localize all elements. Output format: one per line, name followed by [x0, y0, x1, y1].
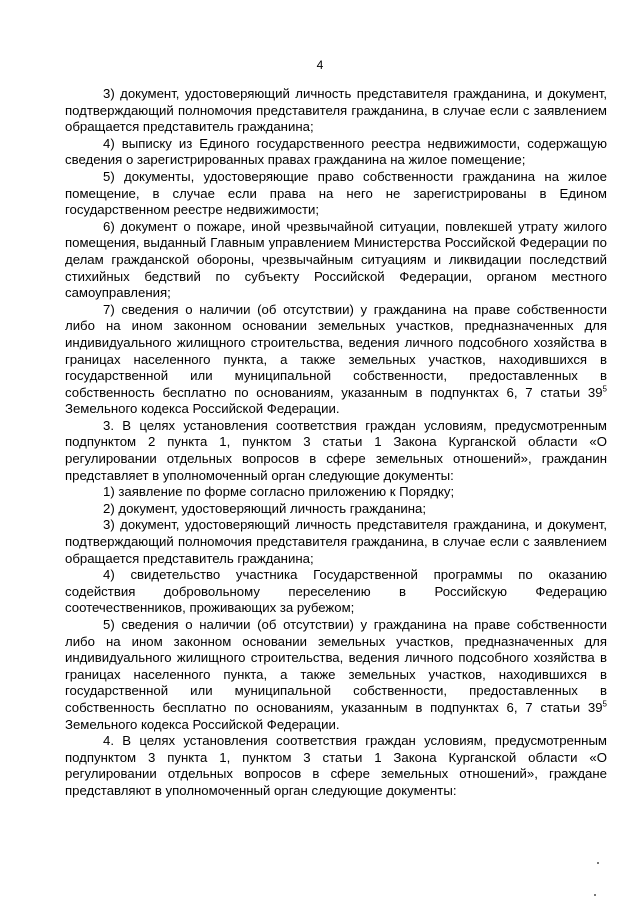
section-3-intro: 3. В целях установления соответствия граждан условиям, предусмотренным подпунктом 2 пункта 1, пунктом 3 статьи 1 Закона Курганской области «О регулировании отдельных вопросов в сфере земельных отношений», гражданин представляет в уполномоченный орган следующие документы:: [65, 417, 607, 483]
section-4-intro: 4. В целях установления соответствия граждан условиям, предусмотренным подпунктом 3 пункта 1, пунктом 3 статьи 1 Закона Курганской области «О регулировании отдельных вопросов в сфере земельных отношений», граждане представляют в уполномоченный орган следующие документы:: [65, 733, 607, 798]
section-3-item-1: 1) заявление по форме согласно приложению к Порядку;: [103, 484, 455, 500]
paragraph-3-item-6: 6) документ о пожаре, иной чрезвычайной ситуации, повлекшей утрату жилого помещения, выданный Главным управлением Министерства Российской Федерации по делам гражданской обороны, чрезвычайным ситуациям и ликвидации последствий стихийных бедствий по субъекту Российской Федерации, органом местного самоуправления;: [65, 218, 607, 301]
document-body: [65, 86, 607, 800]
paragraph-3-item-5: 5) документы, удостоверяющие право собственности гражданина на жилое помещение, в случае если права на него не зарегистрированы в Едином государственном реестре недвижимости;: [65, 168, 607, 218]
article-superscript: 5: [602, 699, 607, 709]
item-5-text: 5) сведения о наличии (об отсутствии) у гражданина на праве собственности либо на ином законном основании земельных участков, предназначенных для индивидуального жилищного строительства, ведения личного подсобного хозяйства в границах населенного пункта, а также земельных участков, находившихся в государственной или муниципальной собственности, предоставленных в собственность бесплатно по основаниям, указанным в подпунктах 6, 7 статьи 39: [65, 617, 607, 715]
paragraph-3-item-3: 3) документ, удостоверяющий личность представителя гражданина, и документ, подтверждающий полномочия представителя гражданина, в случае если с заявлением обращается представитель гражданина;: [65, 86, 607, 135]
item-7-text: 7) сведения о наличии (об отсутствии) у гражданина на праве собственности либо на ином законном основании земельных участков, предназначенных для индивидуального жилищного строительства, ведения личного подсобного хозяйства в границах населенного пункта, а также земельных участков, находившихся в государственной или муниципальной собственности, предоставленных в собственность бесплатно по основаниям, указанным в подпунктах 6, 7 статьи 39: [65, 301, 607, 400]
section-3-item-4: 4) свидетельство участника Государственной программы по оказанию содействия добровольному переселению в Российскую Федерацию соотечественников, проживающих за рубежом;: [65, 567, 607, 616]
item-5-text-end: Земельного кодекса Российской Федерации.: [65, 716, 340, 732]
paragraph-3-item-4: 4) выписку из Единого государственного реестра недвижимости, содержащую сведения о зарегистрированных правах гражданина на жилое помещение;: [65, 135, 607, 168]
scan-speck: [594, 894, 596, 896]
page-number: 4: [316, 58, 324, 72]
section-3-item-2: 2) документ, удостоверяющий личность гражданина;: [103, 500, 427, 516]
article-superscript: 5: [602, 384, 607, 394]
section-3-item-3: 3) документ, удостоверяющий личность представителя гражданина, и документ, подтверждающий полномочия представителя гражданина, в случае если с заявлением обращается представитель гражданина;: [65, 517, 607, 566]
item-7-text-end: Земельного кодекса Российской Федерации.: [65, 401, 340, 417]
paragraph-3-item-7: [65, 302, 607, 418]
scan-speck: [597, 862, 599, 864]
section-3-item-5: [65, 617, 607, 733]
